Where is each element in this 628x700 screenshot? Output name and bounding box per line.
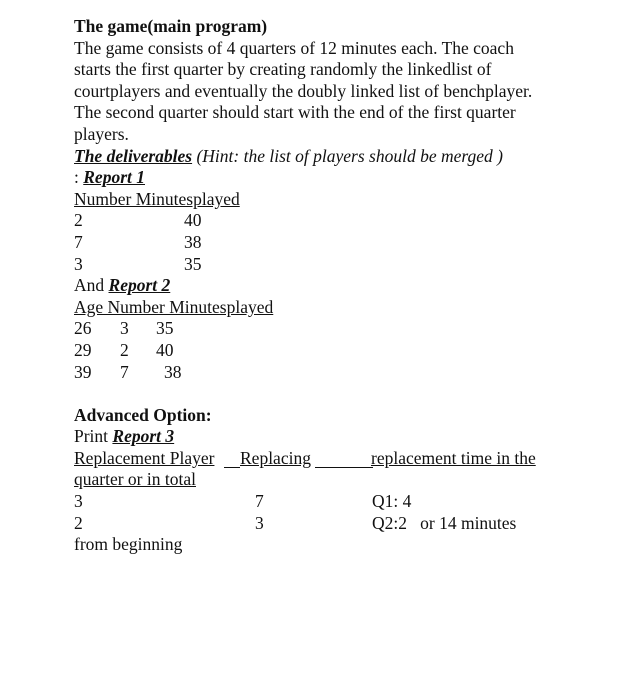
report1-heading bbox=[74, 167, 594, 189]
report2-prefix: And bbox=[74, 275, 109, 296]
report3-header-col2: Replacing bbox=[240, 447, 311, 468]
report2-number: 7 bbox=[120, 361, 129, 382]
header-underline-gap bbox=[315, 451, 373, 468]
report1-number: 7 bbox=[74, 231, 83, 252]
report2-age: 29 bbox=[74, 339, 92, 360]
advanced-title: Advanced Option: bbox=[74, 404, 212, 425]
report2-heading bbox=[74, 275, 594, 297]
report3-replacing: 7 bbox=[255, 491, 264, 512]
report3-header-col3: replacement time in the bbox=[371, 447, 536, 468]
report1-row bbox=[74, 210, 594, 232]
deliverables-label: The deliverables bbox=[74, 145, 193, 166]
report1-header: Number Minutesplayed bbox=[74, 188, 240, 209]
report3-prefix: Print bbox=[74, 426, 113, 447]
report1-number: 3 bbox=[74, 253, 83, 274]
report2-header-line bbox=[74, 297, 594, 319]
report1-row bbox=[74, 254, 594, 276]
report3-header-col1: Replacement Player bbox=[74, 447, 215, 468]
report3-label: Report 3 bbox=[112, 426, 175, 447]
document-title: The game(main program) bbox=[74, 16, 268, 36]
report2-number: 2 bbox=[120, 339, 129, 360]
report3-header-line2 bbox=[74, 469, 594, 491]
report1-minutes: 35 bbox=[184, 253, 202, 274]
report1-minutes: 38 bbox=[184, 231, 202, 252]
document-body bbox=[74, 16, 594, 556]
report1-row bbox=[74, 232, 594, 254]
report2-age: 26 bbox=[74, 318, 92, 339]
report2-minutes: 35 bbox=[156, 318, 174, 339]
report1-number: 2 bbox=[74, 210, 83, 231]
report3-row bbox=[74, 491, 594, 513]
report1-label: Report 1 bbox=[83, 167, 145, 188]
report2-label: Report 2 bbox=[108, 275, 171, 296]
report2-age: 39 bbox=[74, 361, 92, 382]
report1-prefix: : bbox=[74, 167, 84, 188]
report3-replacement: 3 bbox=[74, 491, 83, 512]
report2-row bbox=[74, 340, 594, 362]
intro-paragraph: The game consists of 4 quarters of 12 minutes each. The coach starts the first quarter by creating randomly the linkedlist of courtplayers and eventually the doubly linked list of benchplayer. The second quarter should start with the end of the first quarter players. bbox=[74, 37, 533, 144]
report2-minutes: 38 bbox=[164, 361, 182, 382]
report2-header: Age Number Minutesplayed bbox=[74, 296, 274, 317]
deliverables-hint: (Hint: the list of players should be merged ) bbox=[192, 145, 503, 166]
deliverables-line bbox=[74, 146, 594, 168]
report3-replacement: 2 bbox=[74, 512, 83, 533]
report2-row bbox=[74, 362, 594, 384]
blank-line bbox=[74, 383, 594, 405]
report3-header-line bbox=[74, 448, 594, 470]
report3-heading bbox=[74, 426, 594, 448]
report3-footer: from beginning bbox=[74, 534, 183, 555]
report3-replacing: 3 bbox=[255, 512, 264, 533]
report2-row bbox=[74, 318, 594, 340]
report3-header-continued: quarter or in total bbox=[74, 469, 196, 490]
header-underline-gap bbox=[224, 451, 240, 468]
report3-time: Q2:2 or 14 minutes bbox=[372, 512, 517, 533]
report3-time: Q1: 4 bbox=[372, 491, 412, 512]
report1-header-line bbox=[74, 189, 594, 211]
report1-minutes: 40 bbox=[184, 210, 202, 231]
report2-number: 3 bbox=[120, 318, 129, 339]
report3-row bbox=[74, 513, 594, 535]
report2-minutes: 40 bbox=[156, 339, 174, 360]
